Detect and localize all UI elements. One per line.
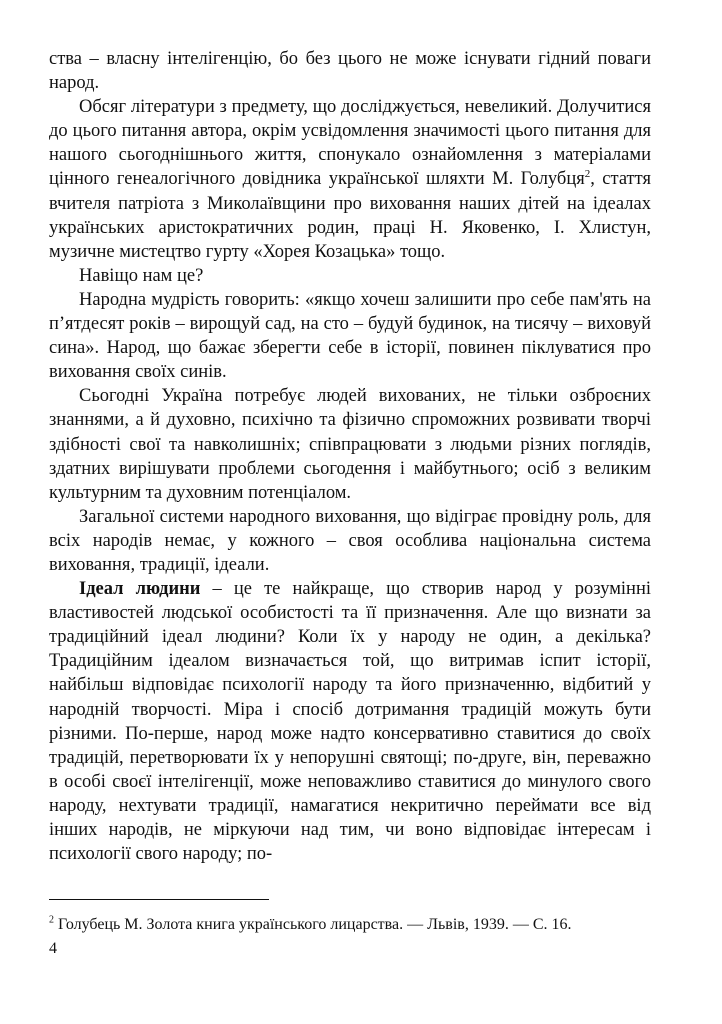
paragraph-literature-text-cont: , стаття вчителя патріота з Миколаївщини про виховання наших дітей на ідеалах українських аристократичних родин, праці Н. Яковенко, І. Хлистун, музичне мистецтво гурту «Хорея Козацька» тощо. <box>49 169 651 262</box>
paragraph-literature-text: Обсяг літератури з предмету, що досліджується, невеликий. Долучитися до цього питання автора, окрім усвідомлення значимості цього питання для нашого сьогоднішнього життя, спонукало ознайомлення з матеріалами цінного генеалогічного довідника української шляхти М. Голубця <box>49 97 651 190</box>
footnote-text: Голубець М. Золота книга українського лицарства. — Львів, 1939. — С. 16. <box>54 916 572 933</box>
footnote-divider <box>49 899 269 900</box>
paragraph-education-system: Загальної системи народного виховання, що відіграє провідну роль, для всіх народів немає, у кожного – своя особлива національна система виховання, традиції, ідеали. <box>49 506 651 575</box>
paragraph-human-ideal <box>49 577 651 866</box>
term-human-ideal: Ідеал людини <box>79 579 201 600</box>
paragraph-question: Навіщо нам це? <box>79 265 204 286</box>
paragraph-literature <box>49 95 651 264</box>
paragraph-ukraine-needs: Сьогодні Україна потребує людей вихованих, не тільки озброєних знаннями, а й духовно, психічно та фізично спроможних розвивати творчі здібності свої та навколишніх; співпрацювати з людьми різних поглядів, здатних вирішувати проблеми сьогодення і майбутнього; осіб з великим культурним та духовним потенціалом. <box>49 386 651 503</box>
paragraph-folk-wisdom: Народна мудрість говорить: «якщо хочеш залишити про себе пам'ять на п’ятдесят років – вирощуй сад, на сто – будуй будинок, на тисячу – виховуй сина». Народ, що бажає зберегти себе в історії, повинен піклуватися про виховання своїх синів. <box>49 289 651 383</box>
footnote-mark: 2 <box>49 914 54 926</box>
footnote-reference[interactable]: 2 <box>584 168 591 181</box>
paragraph-human-ideal-text: – це те найкраще, що створив народ у розумінні властивостей людської особистості та її призначення. Але що визнати за традиційний ідеал людини? Коли їх у народу не один, а декілька? Традиційним ідеалом визначається той, що витримав іспит історії, найбільш відповідає психології народу та його призначенню, відбитий у народній творчості. Міра і спосіб дотримання традицій можуть бути різними. По-перше, народ може надто консервативно ставитися до своїх традицій, перетворювати їх у непорушні святощі; по-друге, він, переважно в особі своєї інтелігенції, може неповажливо ставитися до минулого свого народу, нехтувати традиції, намагатися некритично переймати все від інших народів, не міркуючи над тим, чи воно відповідає інтересам і психології свого народу; по- <box>49 579 651 865</box>
footnote <box>49 915 669 935</box>
body-text <box>49 47 651 866</box>
page-number: 4 <box>49 940 57 957</box>
paragraph-continuation: ства – власну інтелігенцію, бо без цього не може існувати гідний поваги народ. <box>49 49 651 94</box>
